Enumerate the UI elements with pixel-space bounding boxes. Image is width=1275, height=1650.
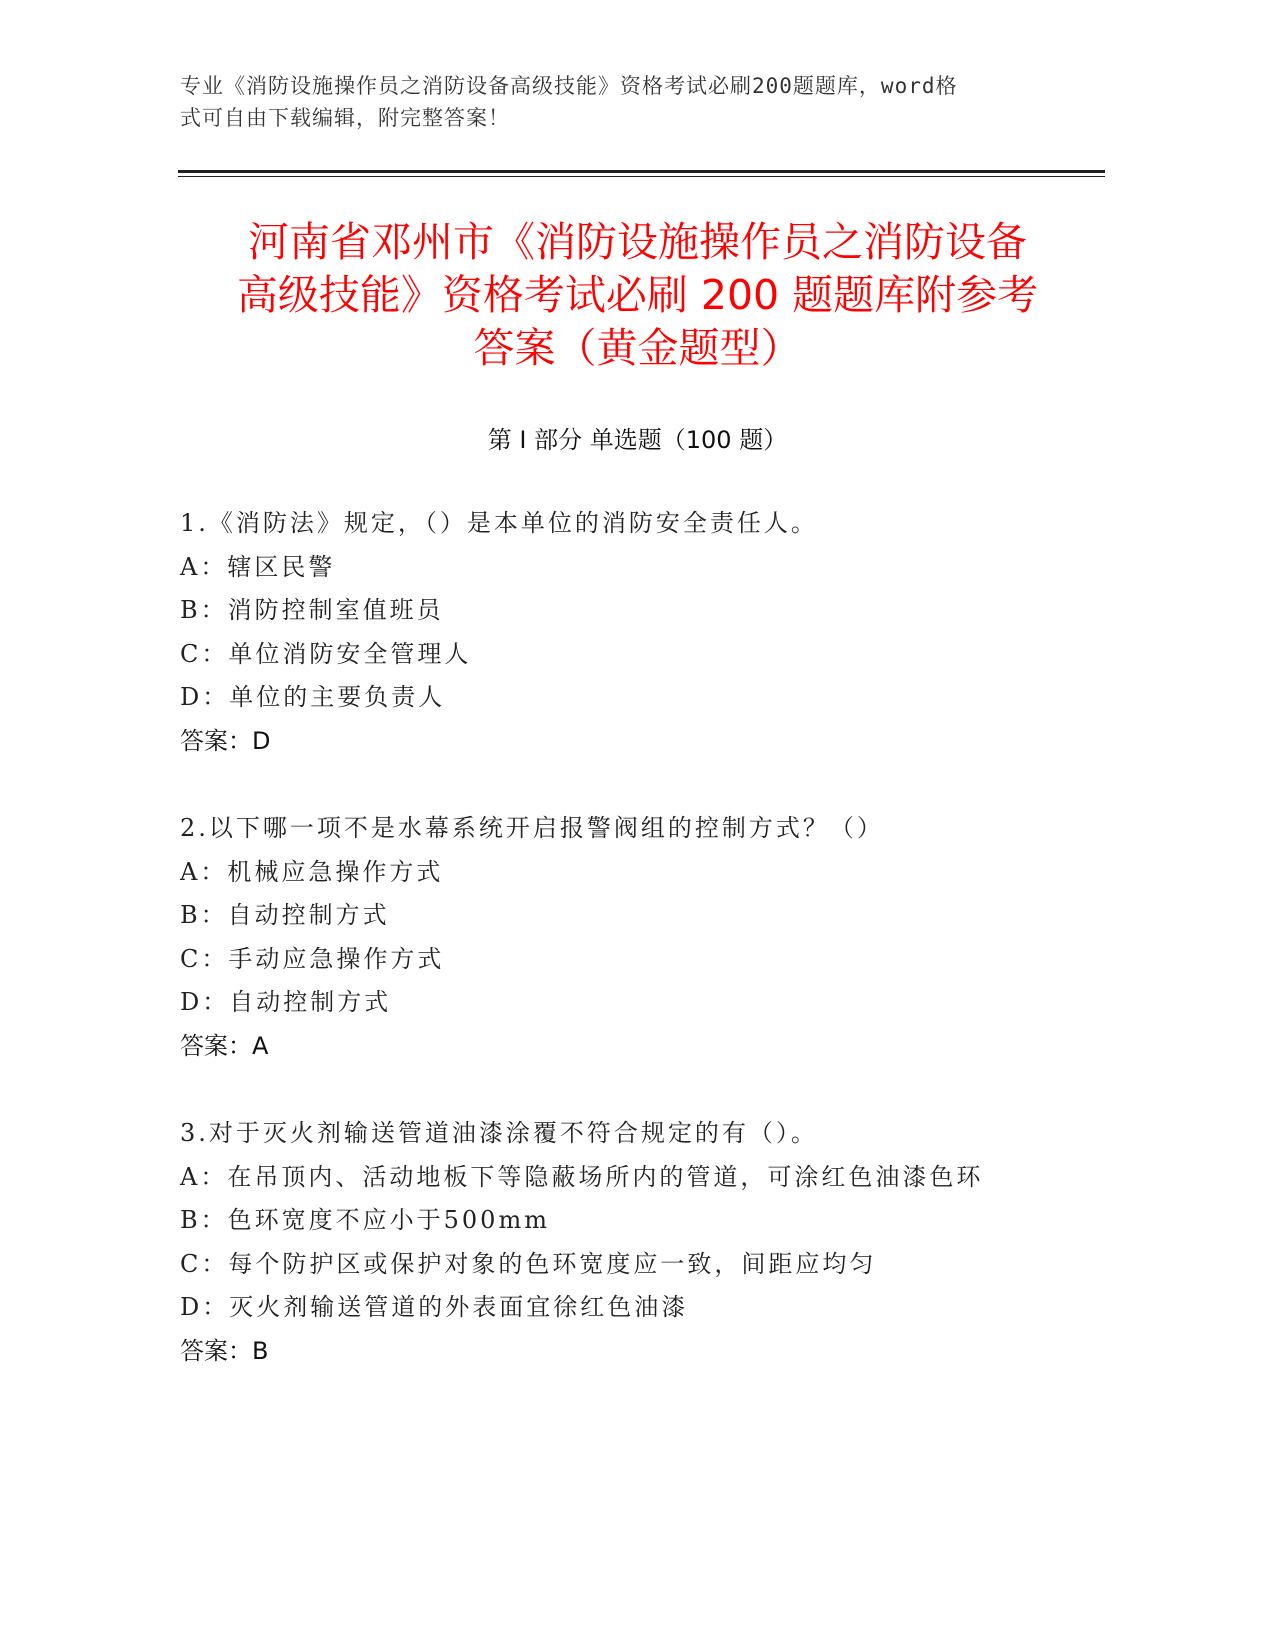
- question-stem: 2.以下哪一项不是水幕系统开启报警阀组的控制方式？（）: [180, 814, 884, 842]
- option-b: B：自动控制方式: [180, 901, 390, 929]
- option-b: B：消防控制室值班员: [180, 596, 444, 624]
- header-note: [180, 70, 1050, 134]
- question-1: [180, 502, 1080, 763]
- option-a: A：机械应急操作方式: [180, 857, 444, 886]
- answer: 答案：A: [180, 1031, 269, 1060]
- question-stem: 1.《消防法》规定，（）是本单位的消防安全责任人。: [180, 509, 818, 537]
- document-title-line-2: 高级技能》资格考试必刷 200 题题库附参考: [236, 271, 1039, 319]
- option-b: B：色环宽度不应小于500mm: [180, 1206, 550, 1234]
- document-title: [150, 216, 1125, 375]
- question-stem: 3.对于灭火剂输送管道油漆涂覆不符合规定的有（）。: [180, 1119, 818, 1147]
- document-title-line-3: 答案（黄金题型）: [473, 324, 802, 372]
- option-c: C：每个防护区或保护对象的色环宽度应一致，间距应均匀: [180, 1249, 877, 1278]
- answer: 答案：B: [180, 1336, 269, 1365]
- option-d: D：单位的主要负责人: [180, 683, 446, 711]
- answer: 答案：D: [180, 726, 271, 755]
- question-3: [180, 1112, 1080, 1373]
- option-a: A：在吊顶内、活动地板下等隐蔽场所内的管道，可涂红色油漆色环: [180, 1162, 984, 1191]
- header-note-line-1: 专业《消防设施操作员之消防设备高级技能》资格考试必刷200题题库，word格: [180, 74, 958, 98]
- option-c: C：单位消防安全管理人: [180, 639, 472, 668]
- header-rule-thick: [178, 170, 1105, 173]
- header-rule-thin: [178, 176, 1105, 177]
- option-d: D：灭火剂输送管道的外表面宜徐红色油漆: [180, 1293, 689, 1321]
- option-c: C：手动应急操作方式: [180, 944, 445, 973]
- question-2: [180, 807, 1080, 1068]
- document-title-line-1: 河南省邓州市《消防设施操作员之消防设备: [248, 218, 1027, 266]
- option-a: A：辖区民警: [180, 552, 336, 581]
- option-d: D：自动控制方式: [180, 988, 392, 1016]
- section-title: 第 I 部分 单选题（100 题）: [487, 426, 788, 454]
- header-note-line-2: 式可自由下载编辑，附完整答案！: [180, 106, 510, 130]
